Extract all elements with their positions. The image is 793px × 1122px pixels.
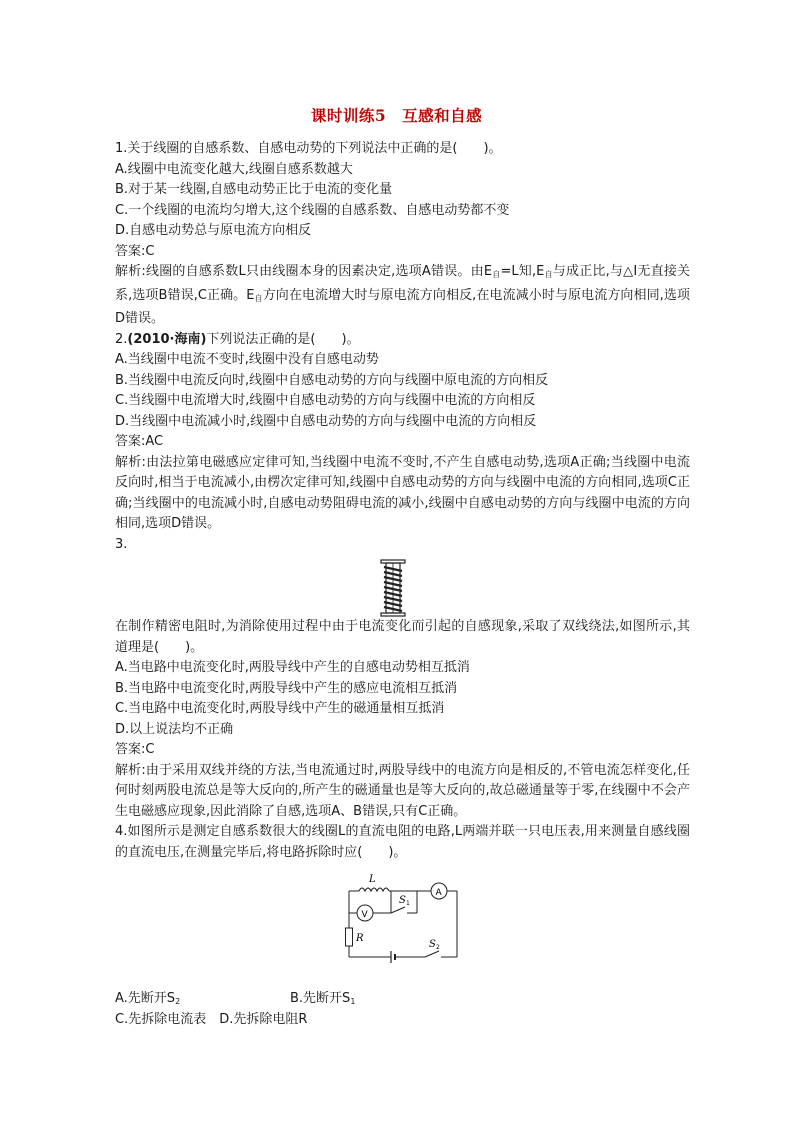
q3-number: 3. [115, 536, 128, 552]
q2-stem: 2.(2010·海南)下列说法正确的是( )。 [115, 331, 360, 347]
q1-option-b: B.对于某一线圈,自感电动势正比于电流的变化量 [115, 182, 393, 197]
coil-drawing [380, 559, 406, 617]
bifilar-coil-figure [115, 555, 690, 617]
q4-option-a: A.先断开$S_2$ [115, 991, 181, 1006]
q4-option-b: B.先断开$S_1$ [290, 991, 356, 1006]
q3-option-d: D.以上说法均不正确 [115, 721, 234, 737]
q2-explanation: 解析:由法拉第电磁感应定律可知,当线圈中电流不变时,不产生自感电动势,选项A正确;当线圈中电流反向时,相当于电流减小,由楞次定律可知,线圈中自感电动势的方向与线圈中电流的方向相同,选项C正确;当线圈中的电流减小时,自感电动势阻碍电流的减小,线圈中自感电动势的方向与线圈中电流的方向相同,选项D错误。 [115, 454, 690, 531]
q3-option-a: A.当电路中电流变化时,两股导线中产生的自感电动势相互抵消 [115, 660, 470, 675]
q2-option-c: C.当线圈中电流增大时,线圈中自感电动势的方向与线圈中电流的方向相反 [115, 393, 536, 408]
q1-option-a: A.线圈中电流变化越大,线圈自感系数越大 [115, 161, 353, 177]
q3-option-b: B.当电路中电流变化时,两股导线中产生的感应电流相互抵消 [115, 680, 458, 696]
q2-option-b: B.当线圈中电流反向时,线圈中自感电动势的方向与线圈中原电流的方向相反 [115, 372, 549, 388]
q3-explanation: 解析:由于采用双线并绕的方法,当电流通过时,两股导线中的电流方向是相反的,不管电流怎样变化,任何时刻两股电流总是等大反向的,所产生的磁通量也是等大反向的,故总磁通量等于零,在线圈中不会产生电磁感应现象,因此消除了自感,选项A、B错误,只有C正确。 [115, 762, 690, 819]
q3-stem: 在制作精密电阻时,为消除使用过程中由于电流变化而引起的自感现象,采取了双线绕法,如图所示,其道理是( )。 [115, 619, 690, 655]
content [115, 139, 690, 1030]
ammeter-label: A [435, 888, 442, 898]
inductor-label: L [369, 874, 376, 885]
switch-s1-sub: 1 [406, 900, 410, 907]
q3-answer: 答案:C [115, 742, 155, 757]
q2-option-a: A.当线圈中电流不变时,线圈中没有自感电动势 [115, 352, 379, 367]
resistor-label: R [356, 933, 364, 944]
q2-option-d: D.当线圈中电流减小时,线圈中自感电动势的方向与线圈中电流的方向相反 [115, 413, 537, 429]
q1-option-d: D.自感电动势总与原电流方向相反 [115, 223, 312, 238]
title-topic: 互感和自感 [402, 106, 483, 125]
q1-explanation: 解析:线圈的自感系数L只由线圈本身的因素决定,选项A错误。由$E_自=L$知$,E_自$与成正比,与△I无直接关系,选项B错误,C正确。$E_自$方向在电流增大时与原电流方向相反,在电流减小时与原电流方向相同,选项D错误。 [115, 264, 691, 326]
switch-s2-label: S [429, 939, 436, 950]
circuit-diagram [345, 873, 465, 971]
circuit-figure [115, 863, 690, 989]
switch-s1-label: S [399, 895, 406, 906]
q1-stem: 1.关于线圈的自感系数、自感电动势的下列说法中正确的是( )。 [115, 141, 502, 156]
q2-source: (2010·海南) [127, 331, 207, 347]
switch-s2-sub: 2 [436, 944, 440, 951]
q4-options-ab [115, 989, 690, 1010]
q1-answer: 答案:C [115, 243, 155, 259]
q2-answer: 答案:AC [115, 434, 164, 449]
page-title [0, 104, 793, 126]
q4-stem: 4.如图所示是测定自感系数很大的线圈L的直流电阻的电路,L两端并联一只电压表,用来测量自感线圈的直流电压,在测量完毕后,将电路拆除时应( )。 [115, 824, 690, 860]
title-lesson: 课时训练5 [310, 106, 387, 125]
q4-options-cd: C.先拆除电流表 D.先拆除电阻R [115, 1011, 308, 1027]
q3-option-c: C.当电路中电流变化时,两股导线中产生的磁通量相互抵消 [115, 701, 445, 716]
q1-option-c: C.一个线圈的电流均匀增大,这个线圈的自感系数、自感电动势都不变 [115, 202, 510, 218]
voltmeter-label: V [361, 910, 368, 920]
